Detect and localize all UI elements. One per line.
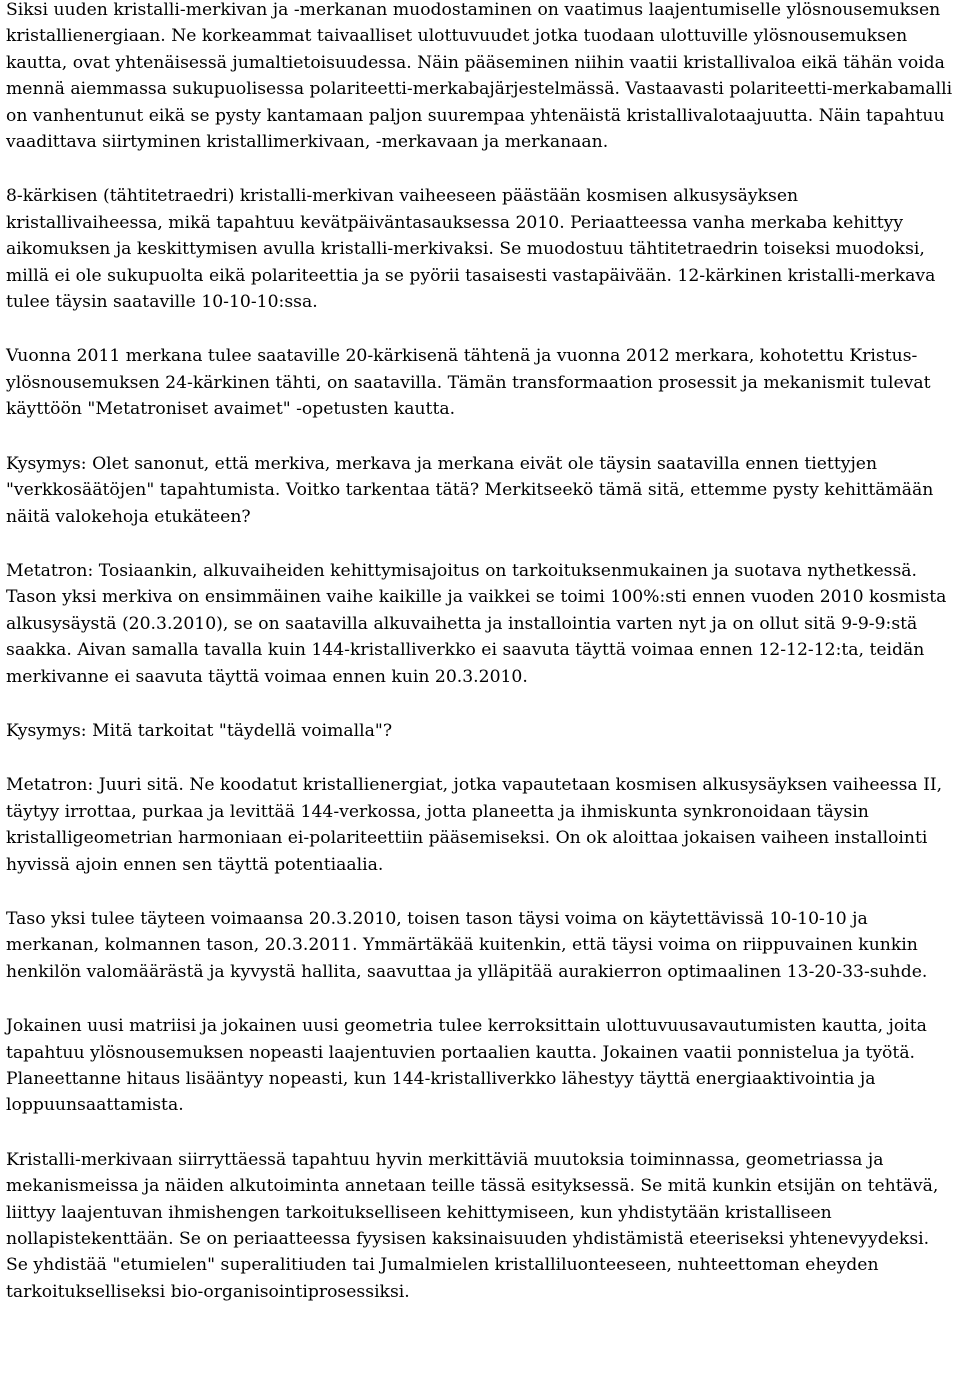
- question-paragraph-2: Kysymys: Mitä tarkoitat "täydellä voimalla"?: [6, 720, 393, 741]
- paragraph-9: Jokainen uusi matriisi ja jokainen uusi geometria tulee kerroksittain ulottuvuusavautumisten kautta, joita tapahtuu ylösnousemuksen nopeasti laajentuvien portaalien kautta. Jokainen vaatii ponnistelua ja työtä. Planeettanne hitaus lisääntyy nopeasti, kun 144-kristalliverkko lähestyy täyttä energiaaktivointia ja loppuunsaattamista.: [6, 1016, 927, 1116]
- question-paragraph-1: Kysymys: Olet sanonut, että merkiva, merkava ja merkana eivät ole täysin saatavilla ennen tiettyjen "verkkosäätöjen" tapahtumista. Voitko tarkentaa tätä? Merkitseekö tämä sitä, ettemme pysty kehittämään näitä valokehoja etukäteen?: [6, 453, 934, 527]
- paragraph-8: Taso yksi tulee täyteen voimaansa 20.3.2010, toisen tason täysi voima on käytettävissä 10-10-10 ja merkanan, kolmannen tason, 20.3.2011. Ymmärtäkää kuitenkin, että täysi voima on riippuvainen kunkin henkilön valomäärästä ja kyvystä hallita, saavuttaa ja ylläpitää aurakierron optimaalinen 13-20-33-suhde.: [6, 908, 928, 982]
- answer-paragraph-1: Metatron: Tosiaankin, alkuvaiheiden kehittymisajoitus on tarkoituksenmukainen ja suotava nythetkessä. Tason yksi merkiva on ensimmäinen vaihe kaikille ja vaikkei se toimi 100%:sti ennen vuoden 2010 kosmista alkusysäystä (20.3.2010), se on saatavilla alkuvaihetta ja installointia varten nyt ja on ollut sitä 9-9-9:stä saakka. Aivan samalla tavalla kuin 144-kristalliverkko ei saavuta täyttä voimaa ennen 12-12-12:ta, teidän merkivanne ei saavuta täyttä voimaa ennen kuin 20.3.2010.: [6, 560, 947, 687]
- answer-paragraph-2: Metatron: Juuri sitä. Ne koodatut kristallienergiat, jotka vapautetaan kosmisen alkusysäyksen vaiheessa II, täytyy irrottaa, purkaa ja levittää 144-verkossa, jotta planeetta ja ihmiskunta synkronoidaan täysin kristalligeometrian harmoniaan ei-polariteettiin pääsemiseksi. On ok aloittaa jokaisen vaiheen installointi hyvissä ajoin ennen sen täyttä potentiaalia.: [6, 775, 943, 875]
- paragraph-3: Vuonna 2011 merkana tulee saataville 20-kärkisenä tähtenä ja vuonna 2012 merkara, kohotettu Kristus-ylösnousemuksen 24-kärkinen tähti, on saatavilla. Tämän transformaation prosessit ja mekanismit tulevat käyttöön "Metatroniset avaimet" -opetusten kautta.: [6, 346, 931, 420]
- paragraph-1: Siksi uuden kristalli-merkivan ja -merkanan muodostaminen on vaatimus laajentumiselle ylösnousemuksen kristallienergiaan. Ne korkeammat taivaalliset ulottuvuudet jotka tuodaan ulottuville ylösnousemuksen kautta, ovat yhtenäisessä jumaltietoisuudessa. Näin pääseminen niihin vaatii kristallivaloa eikä tähän voida mennä aiemmassa sukupuolisessa polariteetti-merkabajärjestelmässä. Vastaavasti polariteetti-merkabamalli on vanhentunut eikä se pysty kantamaan paljon suurempaa yhtenäistä kristallivalotaajuutta. Näin tapahtuu vaadittava siirtyminen kristallimerkivaan, -merkavaan ja merkanaan.: [6, 0, 953, 153]
- paragraph-10: Kristalli-merkivaan siirryttäessä tapahtuu hyvin merkittäviä muutoksia toiminnassa, geometriassa ja mekanismeissa ja näiden alkutoiminta annetaan teille tässä esityksessä. Se mitä kunkin etsijän on tehtävä, liittyy laajentuvan ihmishengen tarkoitukselliseen kehittymiseen, kun yhdistytään kristalliseen nollapistekenttään. Se on periaatteessa fyysisen kaksinaisuuden yhdistämistä eteeriseksi yhtenevyydeksi. Se yhdistää "etumielen" superalitiuden tai Jumalmielen kristalliluonteeseen, nuhteettoman eheyden tarkoitukselliseksi bio-organisointiprosessiksi.: [6, 1149, 939, 1302]
- paragraph-2: 8-kärkisen (tähtitetraedri) kristalli-merkivan vaiheeseen päästään kosmisen alkusysäyksen kristallivaiheessa, mikä tapahtuu kevätpäiväntasauksessa 2010. Periaatteessa vanha merkaba kehittyy aikomuksen ja keskittymisen avulla kristalli-merkivaksi. Se muodostuu tähtitetraedrin toiseksi muodoksi, millä ei ole sukupuolta eikä polariteettia ja se pyörii tasaisesti vastapäivään. 12-kärkinen kristalli-merkava tulee täysin saataville 10-10-10:ssa.: [6, 186, 936, 313]
